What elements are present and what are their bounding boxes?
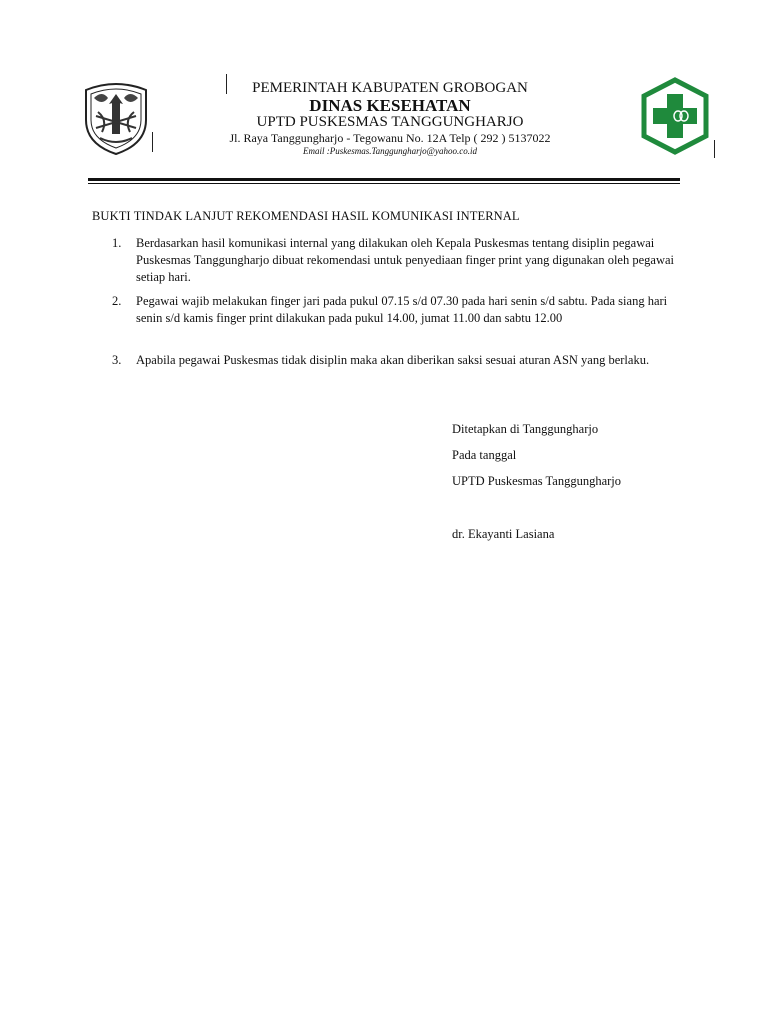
signature-organization: UPTD Puskesmas Tanggungharjo (452, 474, 622, 488)
list-item-number: 3. (112, 353, 122, 367)
list-item (112, 293, 687, 327)
letterhead-agency: DINAS KESEHATAN (309, 96, 471, 115)
letterhead-email: Email :Puskesmas.Tanggungharjo@yahoo.co.id (303, 146, 477, 156)
letterhead-government: PEMERINTAH KABUPATEN GROBOGAN (252, 80, 528, 96)
list-item-text: Pegawai wajib melakukan finger jari pada pukul 07.15 s/d 07.30 pada hari senin s/d sabtu. Pada siang hari senin s/d kamis finger print dilakukan pada pukul 14.00, jumat 11.00 dan sabtu 12.00 (136, 294, 668, 325)
puskesmas-logo (638, 76, 712, 156)
document-title: BUKTI TINDAK LANJUT REKOMENDASI HASIL KOMUNIKASI INTERNAL (92, 209, 520, 223)
letterhead-address: Jl. Raya Tanggungharjo - Tegowanu No. 12A Telp ( 292 ) 5137022 (229, 131, 551, 145)
signature-name: dr. Ekayanti Lasiana (452, 527, 555, 541)
signature-date: Pada tanggal (452, 448, 517, 462)
list-item-number: 2. (112, 294, 122, 308)
list-item-text: Apabila pegawai Puskesmas tidak disiplin maka akan diberikan saksi sesuai aturan ASN yang berlaku. (136, 353, 650, 367)
list-item (112, 352, 687, 369)
letterhead-rule-thick (88, 178, 680, 181)
letterhead-unit: UPTD PUSKESMAS TANGGUNGHARJO (256, 114, 524, 130)
letterhead-rule-thin (88, 183, 680, 184)
list-item (112, 235, 687, 286)
list-item-text: Berdasarkan hasil komunikasi internal yang dilakukan oleh Kepala Puskesmas tentang disiplin pegawai Puskesmas Tanggungharjo dibuat rekomendasi untuk penyediaan finger print yang digunakan oleh pegawai setiap hari. (136, 236, 674, 284)
grobogan-emblem-logo (78, 76, 154, 156)
list-item-number: 1. (112, 236, 122, 250)
signature-place: Ditetapkan di Tanggungharjo (452, 422, 599, 436)
header-divider-right (714, 140, 715, 158)
